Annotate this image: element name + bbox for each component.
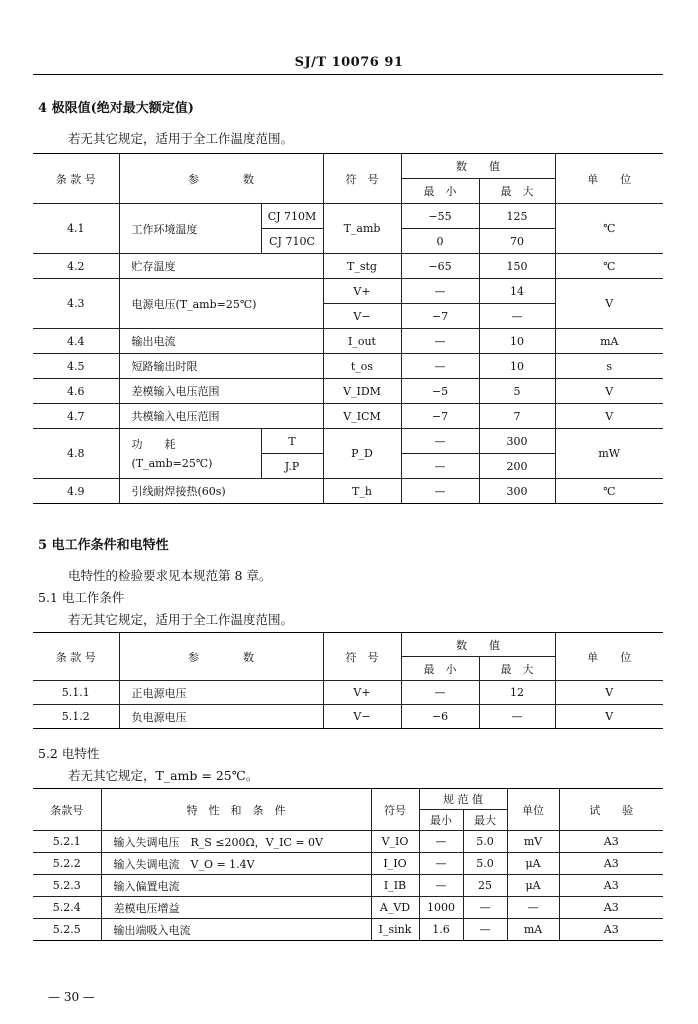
- clause-cell: 5.2.4: [33, 897, 101, 919]
- min-cell: −55: [401, 204, 479, 229]
- table-row: [33, 204, 663, 229]
- symbol-cell: I_sink: [371, 919, 419, 941]
- sub-cell: T: [261, 429, 323, 454]
- max-cell: —: [479, 705, 555, 729]
- symbol-cell: V_IO: [371, 831, 419, 853]
- max-cell: —: [463, 919, 507, 941]
- symbol-cell: I_out: [323, 329, 401, 354]
- table-row: [33, 831, 663, 853]
- symbol-cell: V−: [323, 705, 401, 729]
- col-min: 最 小: [401, 179, 479, 204]
- clause-cell: 4.9: [33, 479, 119, 504]
- section4-title: 4 极限值(绝对最大额定值): [38, 101, 194, 116]
- max-cell: 125: [479, 204, 555, 229]
- unit-cell: mA: [507, 919, 559, 941]
- symbol-cell: V+: [323, 681, 401, 705]
- min-cell: —: [401, 429, 479, 454]
- unit-cell: mW: [555, 429, 663, 479]
- max-cell: 70: [479, 229, 555, 254]
- table-row: [33, 254, 663, 279]
- section52-title: 5.2 电特性: [38, 746, 100, 761]
- clause-cell: 4.7: [33, 404, 119, 429]
- symbol-cell: V+: [323, 279, 401, 304]
- col-max: 最 大: [479, 657, 555, 681]
- table-row: [33, 429, 663, 454]
- min-cell: −6: [401, 705, 479, 729]
- page-number: — 30 —: [48, 990, 95, 1004]
- table-row: [33, 329, 663, 354]
- table-row: [33, 919, 663, 941]
- max-cell: 300: [479, 429, 555, 454]
- clause-cell: 4.3: [33, 279, 119, 329]
- unit-cell: mV: [507, 831, 559, 853]
- clause-cell: 5.2.2: [33, 853, 101, 875]
- min-cell: —: [401, 454, 479, 479]
- param-cell: 电源电压(T_amb=25℃): [119, 279, 323, 329]
- param-line2: (T_amb=25℃): [131, 456, 213, 470]
- clause-cell: 4.8: [33, 429, 119, 479]
- clause-cell: 5.2.5: [33, 919, 101, 941]
- test-cell: A3: [559, 831, 663, 853]
- clause-cell: 5.1.2: [33, 705, 119, 729]
- clause-cell: 4.5: [33, 354, 119, 379]
- section52-note: 若无其它规定，T_amb = 25℃。: [68, 768, 259, 783]
- min-cell: —: [401, 681, 479, 705]
- symbol-cell: T_h: [323, 479, 401, 504]
- param-cell: 输出端吸入电流: [101, 919, 371, 941]
- clause-cell: 4.6: [33, 379, 119, 404]
- symbol-cell: I_IB: [371, 875, 419, 897]
- col-param: 参 数: [119, 154, 323, 204]
- table-row: [33, 897, 663, 919]
- max-cell: 5.0: [463, 853, 507, 875]
- unit-cell: V: [555, 705, 663, 729]
- unit-cell: μA: [507, 875, 559, 897]
- col-clause: 条 款 号: [33, 633, 119, 681]
- param-cell: 差模电压增益: [101, 897, 371, 919]
- max-cell: 14: [479, 279, 555, 304]
- param-cell: 工作环境温度: [119, 204, 261, 254]
- min-cell: −7: [401, 404, 479, 429]
- param-cell: 正电源电压: [119, 681, 323, 705]
- test-cell: A3: [559, 875, 663, 897]
- param-cell: 输入偏置电流: [101, 875, 371, 897]
- sub-cell: J.P: [261, 454, 323, 479]
- clause-cell: 5.2.3: [33, 875, 101, 897]
- col-param: 特 性 和 条 件: [101, 789, 371, 831]
- min-cell: —: [401, 279, 479, 304]
- section51-title: 5.1 电工作条件: [38, 590, 125, 605]
- table-row: [33, 705, 663, 729]
- unit-cell: —: [507, 897, 559, 919]
- table-row: [33, 479, 663, 504]
- param-cell: 引线耐焊接热(60s): [119, 479, 323, 504]
- section51-note: 若无其它规定，适用于全工作温度范围。: [68, 612, 294, 627]
- max-cell: 150: [479, 254, 555, 279]
- min-cell: —: [419, 875, 463, 897]
- symbol-cell: T_stg: [323, 254, 401, 279]
- col-range: 规 范 值: [419, 789, 507, 810]
- symbol-cell: P_D: [323, 429, 401, 479]
- col-symbol: 符 号: [323, 154, 401, 204]
- section5-title: 5 电工作条件和电特性: [38, 538, 169, 553]
- col-symbol: 符号: [371, 789, 419, 831]
- symbol-cell: V_IDM: [323, 379, 401, 404]
- operating-conditions-table: [33, 632, 663, 729]
- col-max: 最大: [463, 810, 507, 831]
- col-max: 最 大: [479, 179, 555, 204]
- sub-cell: CJ 710M: [261, 204, 323, 229]
- max-cell: 7: [479, 404, 555, 429]
- unit-cell: mA: [555, 329, 663, 354]
- param-cell: 共模输入电压范围: [119, 404, 323, 429]
- unit-cell: V: [555, 681, 663, 705]
- table-row: [33, 379, 663, 404]
- col-clause: 条 款 号: [33, 154, 119, 204]
- param-cell: [119, 429, 261, 479]
- clause-cell: 4.1: [33, 204, 119, 254]
- col-min: 最 小: [401, 657, 479, 681]
- max-cell: —: [463, 897, 507, 919]
- unit-cell: V: [555, 379, 663, 404]
- section5-note: 电特性的检验要求见本规范第 8 章。: [68, 568, 272, 583]
- electrical-characteristics-table: [33, 788, 663, 941]
- col-param: 参 数: [119, 633, 323, 681]
- col-value: 数 值: [401, 633, 555, 657]
- param-line1: 功 耗: [131, 437, 176, 451]
- col-unit: 单 位: [555, 154, 663, 204]
- param-cell: 输出电流: [119, 329, 323, 354]
- clause-cell: 4.2: [33, 254, 119, 279]
- section4-note: 若无其它规定，适用于全工作温度范围。: [68, 131, 294, 146]
- max-cell: 200: [479, 454, 555, 479]
- test-cell: A3: [559, 919, 663, 941]
- col-test: 试 验: [559, 789, 663, 831]
- unit-cell: ℃: [555, 204, 663, 254]
- clause-cell: 5.1.1: [33, 681, 119, 705]
- min-cell: −65: [401, 254, 479, 279]
- unit-cell: V: [555, 279, 663, 329]
- param-cell: 输入失调电压 R_S ≤200Ω，V_IC = 0V: [101, 831, 371, 853]
- min-cell: 1.6: [419, 919, 463, 941]
- header-rule: [33, 74, 663, 75]
- table-row: [33, 875, 663, 897]
- min-cell: —: [401, 329, 479, 354]
- col-clause: 条款号: [33, 789, 101, 831]
- col-unit: 单位: [507, 789, 559, 831]
- max-cell: 12: [479, 681, 555, 705]
- max-cell: 5: [479, 379, 555, 404]
- table-row: [33, 681, 663, 705]
- max-cell: 10: [479, 354, 555, 379]
- min-cell: 0: [401, 229, 479, 254]
- symbol-cell: V−: [323, 304, 401, 329]
- param-cell: 短路输出时限: [119, 354, 323, 379]
- symbol-cell: t_os: [323, 354, 401, 379]
- symbol-cell: A_VD: [371, 897, 419, 919]
- table-row: [33, 279, 663, 304]
- min-cell: —: [419, 853, 463, 875]
- param-cell: 负电源电压: [119, 705, 323, 729]
- test-cell: A3: [559, 897, 663, 919]
- limits-table: [33, 153, 663, 504]
- table-row: [33, 853, 663, 875]
- min-cell: —: [401, 479, 479, 504]
- col-min: 最小: [419, 810, 463, 831]
- min-cell: −7: [401, 304, 479, 329]
- min-cell: —: [419, 831, 463, 853]
- unit-cell: ℃: [555, 479, 663, 504]
- unit-cell: V: [555, 404, 663, 429]
- sub-cell: CJ 710C: [261, 229, 323, 254]
- param-cell: 输入失调电流 V_O = 1.4V: [101, 853, 371, 875]
- col-value: 数 值: [401, 154, 555, 179]
- unit-cell: μA: [507, 853, 559, 875]
- col-unit: 单 位: [555, 633, 663, 681]
- clause-cell: 4.4: [33, 329, 119, 354]
- max-cell: 300: [479, 479, 555, 504]
- max-cell: 5.0: [463, 831, 507, 853]
- symbol-cell: T_amb: [323, 204, 401, 254]
- symbol-cell: I_IO: [371, 853, 419, 875]
- min-cell: 1000: [419, 897, 463, 919]
- max-cell: 25: [463, 875, 507, 897]
- max-cell: 10: [479, 329, 555, 354]
- unit-cell: s: [555, 354, 663, 379]
- table-row: [33, 404, 663, 429]
- doc-header: SJ/T 10076 91: [294, 55, 404, 70]
- symbol-cell: V_ICM: [323, 404, 401, 429]
- col-symbol: 符 号: [323, 633, 401, 681]
- clause-cell: 5.2.1: [33, 831, 101, 853]
- test-cell: A3: [559, 853, 663, 875]
- max-cell: —: [479, 304, 555, 329]
- min-cell: −5: [401, 379, 479, 404]
- min-cell: —: [401, 354, 479, 379]
- unit-cell: ℃: [555, 254, 663, 279]
- table-row: [33, 354, 663, 379]
- param-cell: 贮存温度: [119, 254, 323, 279]
- param-cell: 差模输入电压范围: [119, 379, 323, 404]
